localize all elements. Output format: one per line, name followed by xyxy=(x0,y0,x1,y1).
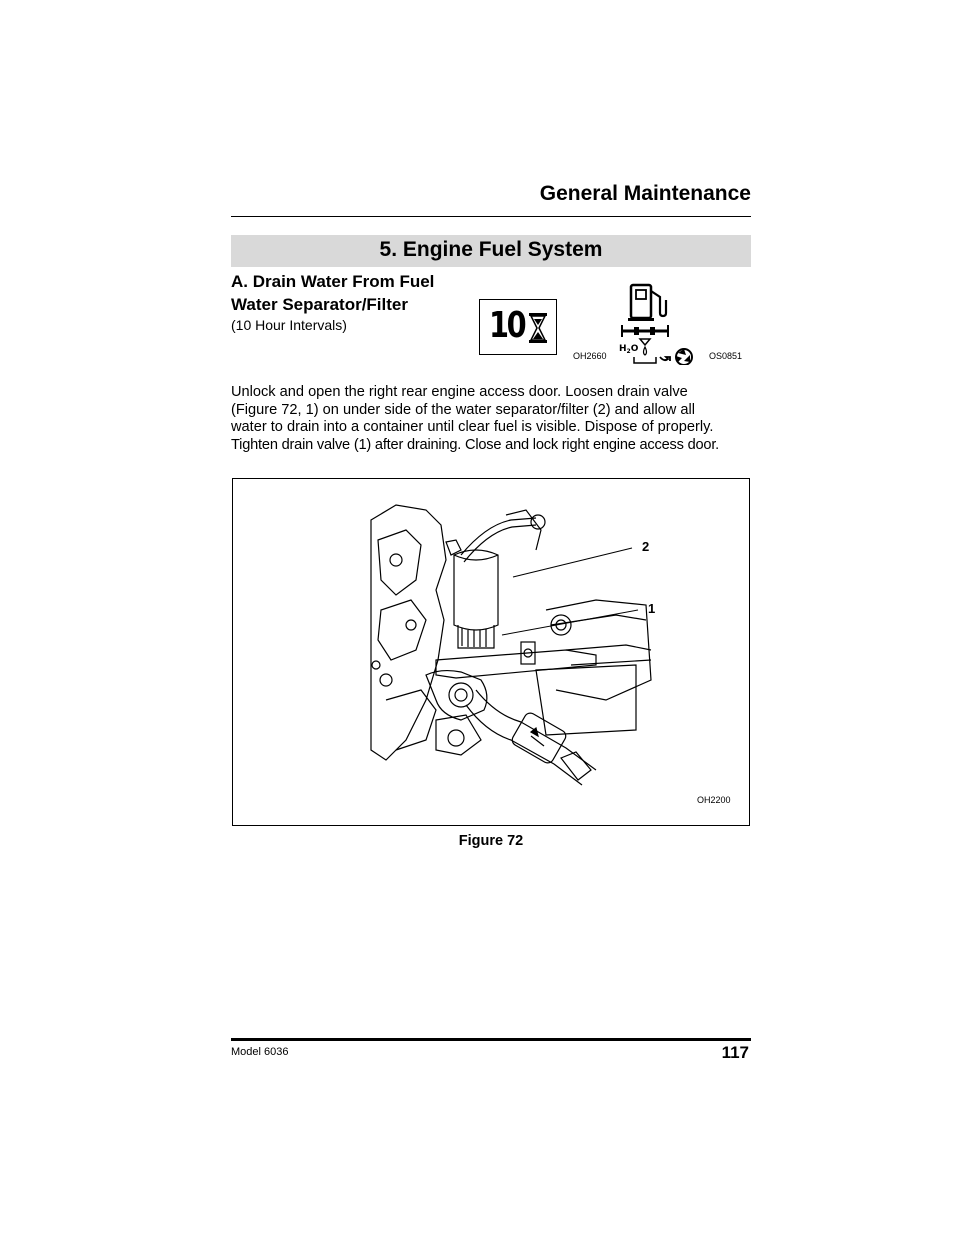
header-rule xyxy=(231,216,751,217)
figure-code: OH2200 xyxy=(697,795,731,805)
footer-rule xyxy=(231,1038,751,1041)
subsection-title xyxy=(231,270,481,316)
body-line: Tighten drain valve (1) after draining. Close and lock right engine access door. xyxy=(231,436,720,453)
h2o-label: $H_2O$ xyxy=(619,344,639,355)
icon-code-right: OS0851 xyxy=(709,351,743,361)
chapter-title: 5. Engine Fuel System xyxy=(379,238,603,261)
recycle-icon xyxy=(676,349,692,365)
section-title: General Maintenance xyxy=(539,182,751,205)
fuel-drain-icon xyxy=(612,283,698,365)
body-paragraph xyxy=(231,384,751,454)
subsection-title-line2: Water Separator/Filter xyxy=(231,295,408,314)
callout-label-1: 1 xyxy=(648,601,656,616)
body-line: water to drain into a container until clear fuel is visible. Dispose of properly. xyxy=(231,419,714,435)
icon-code-left: OH2660 xyxy=(573,351,607,361)
hour-interval-value: 10 xyxy=(489,305,525,346)
figure-caption: Figure 72 xyxy=(458,833,524,849)
body-line: Unlock and open the right rear engine access door. Loosen drain valve xyxy=(231,384,688,400)
subsection-title-line1: A. Drain Water From Fuel xyxy=(231,272,435,291)
engine-fuel-filter-illustration xyxy=(366,500,656,800)
interval-note: (10 Hour Intervals) xyxy=(231,317,347,333)
fuel-pump-icon xyxy=(628,285,666,321)
callout-label-2: 2 xyxy=(642,539,650,554)
model-label: Model 6036 xyxy=(231,1046,289,1058)
page-number: 117 xyxy=(721,1043,749,1062)
hourglass-icon xyxy=(527,312,549,344)
drain-bar-icon xyxy=(622,325,668,345)
body-line: (Figure 72, 1) on under side of the water separator/filter (2) and allow all xyxy=(231,401,695,418)
